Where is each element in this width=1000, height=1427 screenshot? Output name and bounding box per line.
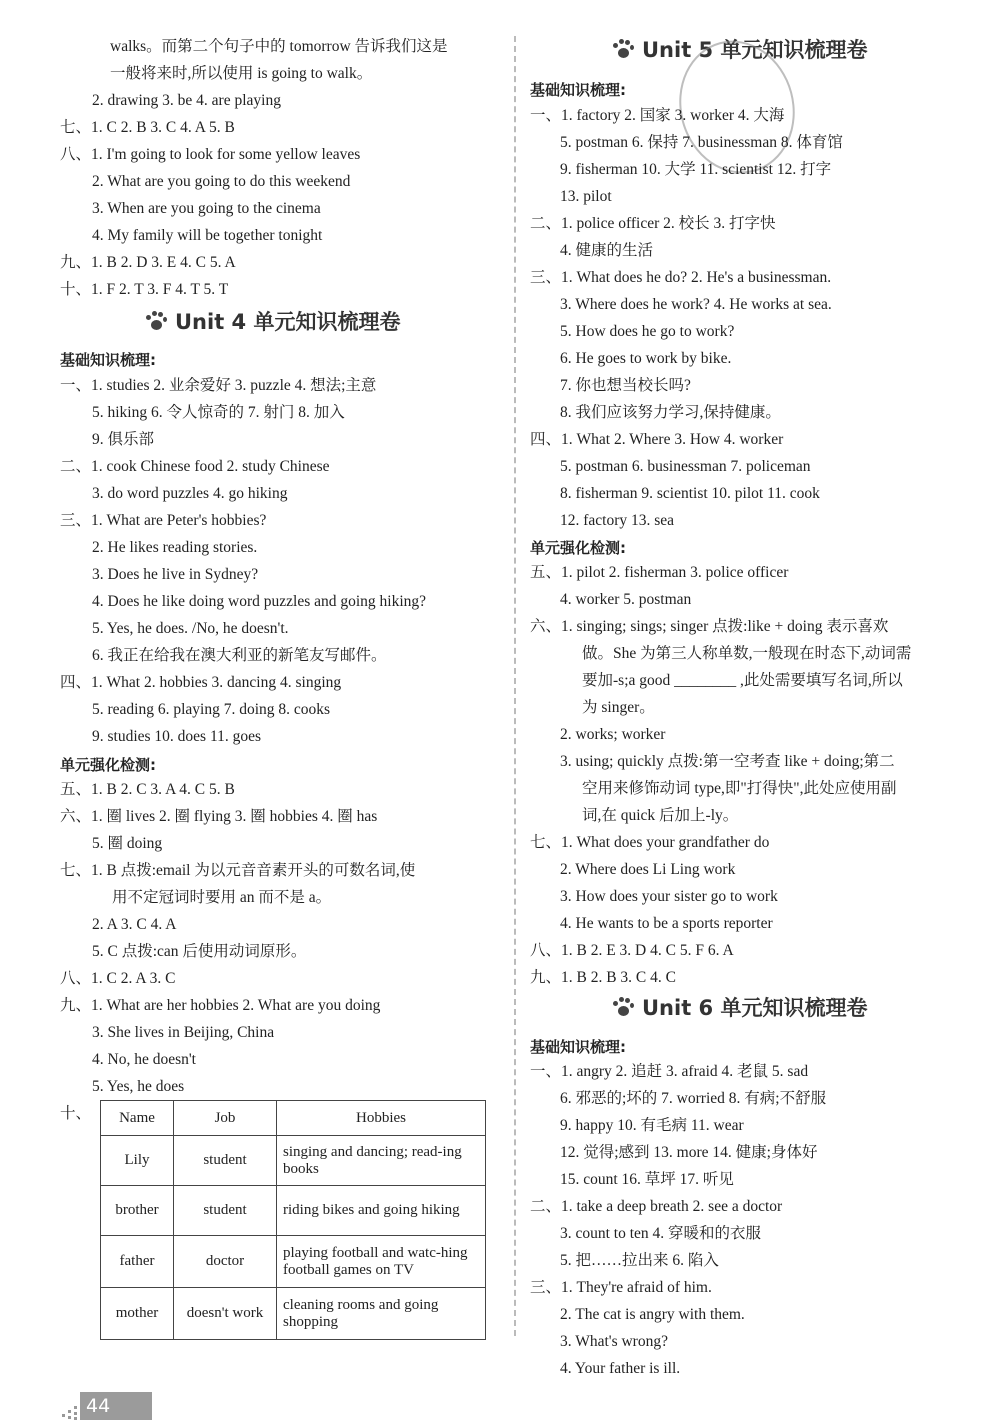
text-line: 15. count 16. 草坪 17. 听见 — [560, 1171, 734, 1188]
text-line: 5. Yes, he does — [92, 1078, 185, 1095]
text-line: 词,在 quick 后加上-ly。 — [582, 807, 739, 824]
paw-icon — [145, 311, 167, 331]
text-line: 5. postman 6. 保持 7. businessman 8. 体育馆 — [560, 134, 843, 151]
text-line: 4. My family will be together tonight — [92, 227, 323, 244]
text-line: 5. hiking 6. 令人惊奇的 7. 射门 8. 加入 — [92, 404, 345, 421]
text-line: 8. 我们应该努力学习,保持健康。 — [560, 404, 781, 421]
text-line: 六、1. 圈 lives 2. 圈 flying 3. 圈 hobbies 4. 圈 has — [60, 808, 378, 825]
text-line: 二、1. take a deep breath 2. see a doctor — [530, 1198, 783, 1215]
text-line: 八、1. I'm going to look for some yellow leaves — [60, 146, 361, 163]
section-heading: 单元强化检测: — [530, 539, 626, 557]
text-line: 12. 觉得;感到 13. more 14. 健康;身体好 — [560, 1144, 818, 1161]
text-line: 2. works; worker — [560, 726, 666, 743]
text-line: 9. fisherman 10. 大学 11. scientist 12. 打字 — [560, 161, 832, 178]
text-line: 四、1. What 2. hobbies 3. dancing 4. singing — [60, 674, 342, 691]
text-line: 3. Does he live in Sydney? — [92, 566, 259, 583]
text-line: 9. happy 10. 有毛病 11. wear — [560, 1117, 744, 1134]
text-line: 4. worker 5. postman — [560, 591, 692, 608]
page-number: 44 — [80, 1392, 152, 1420]
table-cell: student — [174, 1186, 277, 1236]
text-line: 一般将来时,所以使用 is going to walk。 — [110, 65, 373, 82]
table-cell: doesn't work — [174, 1288, 277, 1340]
table-cell: father — [101, 1236, 174, 1288]
unit5-title-text: Unit 5 单元知识梳理卷 — [642, 38, 868, 62]
section-heading: 单元强化检测: — [60, 756, 156, 774]
text-line: 五、1. B 2. C 3. A 4. C 5. B — [60, 781, 235, 798]
text-line: 2. A 3. C 4. A — [92, 916, 177, 933]
text-line: 3. When are you going to the cinema — [92, 200, 321, 217]
text-line: walks。而第二个句子中的 tomorrow 告诉我们这是 — [110, 38, 448, 55]
table-header: Hobbies — [277, 1101, 486, 1136]
text-line: 十、1. F 2. T 3. F 4. T 5. T — [60, 281, 229, 298]
text-line: 13. pilot — [560, 188, 612, 205]
unit4-title — [145, 306, 400, 336]
table-cell: playing football and watc-hing football games on TV — [277, 1236, 486, 1288]
table-cell: doctor — [174, 1236, 277, 1288]
text-line: 12. factory 13. sea — [560, 512, 675, 529]
text-line: 三、1. What does he do? 2. He's a businessman. — [530, 269, 832, 286]
text-line: 2. What are you going to do this weekend — [92, 173, 351, 190]
text-line: 3. She lives in Beijing, China — [92, 1024, 275, 1041]
text-line: 2. He likes reading stories. — [92, 539, 258, 556]
text-line: 三、1. What are Peter's hobbies? — [60, 512, 267, 529]
text-line: 3. do word puzzles 4. go hiking — [92, 485, 288, 502]
text-line: 九、1. B 2. D 3. E 4. C 5. A — [60, 254, 236, 271]
text-line: 做。She 为第三人称单数,一般现在时态下,动词需 — [582, 645, 912, 662]
table-cell: Lily — [101, 1136, 174, 1186]
text-line: 5. 圈 doing — [92, 835, 163, 852]
text-line: 5. How does he go to work? — [560, 323, 735, 340]
text-line: 八、1. C 2. A 3. C — [60, 970, 176, 987]
text-line: 9. studies 10. does 11. goes — [92, 728, 262, 745]
text-line: 4. No, he doesn't — [92, 1051, 196, 1068]
table-header: Job — [174, 1101, 277, 1136]
text-line: 为 singer。 — [582, 699, 655, 716]
text-line: 一、1. factory 2. 国家 3. worker 4. 大海 — [530, 107, 785, 124]
text-line: 3. How does your sister go to work — [560, 888, 778, 905]
text-line: 一、1. studies 2. 业余爱好 3. puzzle 4. 想法;主意 — [60, 377, 377, 394]
section-heading: 基础知识梳理: — [60, 351, 156, 369]
unit6-title-text: Unit 6 单元知识梳理卷 — [642, 996, 868, 1020]
text-line: 要加-s;a good ________ ,此处需要填写名词,所以 — [582, 672, 903, 689]
paw-icon — [612, 997, 634, 1017]
text-line: 3. What's wrong? — [560, 1333, 668, 1350]
text-line: 7. 你也想当校长吗? — [560, 377, 691, 394]
text-line: 六、1. singing; sings; singer 点拨:like + doing 表示喜欢 — [530, 618, 889, 635]
table-row — [101, 1288, 486, 1340]
text-line: 8. fisherman 9. scientist 10. pilot 11. cook — [560, 485, 820, 502]
text-line: 4. Your father is ill. — [560, 1360, 681, 1377]
text-line: 3. count to ten 4. 穿暖和的衣服 — [560, 1225, 762, 1242]
text-line: 二、1. cook Chinese food 2. study Chinese — [60, 458, 330, 475]
table-row — [101, 1186, 486, 1236]
text-line: 5. 把……拉出来 6. 陷入 — [560, 1252, 719, 1269]
text-line: 五、1. pilot 2. fisherman 3. police officer — [530, 564, 789, 581]
text-line: 九、1. B 2. B 3. C 4. C — [530, 969, 676, 986]
text-line: 三、1. They're afraid of him. — [530, 1279, 712, 1296]
table-cell: cleaning rooms and going shopping — [277, 1288, 486, 1340]
text-line: 七、1. B 点拨:email 为以元音音素开头的可数名词,使 — [60, 862, 416, 879]
section-heading: 基础知识梳理: — [530, 81, 626, 99]
section-marker: 十、 — [60, 1105, 92, 1122]
text-line: 6. He goes to work by bike. — [560, 350, 732, 367]
text-line: 3. using; quickly 点拨:第一空考查 like + doing;第二 — [560, 753, 895, 770]
text-line: 空用来修饰动词 type,即"打得快",此处应使用副 — [582, 780, 897, 797]
paw-icon — [612, 39, 634, 59]
table-header: Name — [101, 1101, 174, 1136]
text-line: 5. Yes, he does. /No, he doesn't. — [92, 620, 289, 637]
text-line: 2. drawing 3. be 4. are playing — [92, 92, 281, 109]
text-line: 2. The cat is angry with them. — [560, 1306, 745, 1323]
table-cell: student — [174, 1136, 277, 1186]
text-line: 3. Where does he work? 4. He works at sea. — [560, 296, 832, 313]
table-row — [101, 1236, 486, 1288]
text-line: 七、1. What does your grandfather do — [530, 834, 770, 851]
text-line: 4. 健康的生活 — [560, 242, 654, 259]
column-divider — [514, 36, 516, 1336]
text-line: 5. postman 6. businessman 7. policeman — [560, 458, 811, 475]
table-cell: mother — [101, 1288, 174, 1340]
text-line: 七、1. C 2. B 3. C 4. A 5. B — [60, 119, 235, 136]
text-line: 9. 俱乐部 — [92, 431, 155, 448]
text-line: 5. reading 6. playing 7. doing 8. cooks — [92, 701, 331, 718]
text-line: 九、1. What are her hobbies 2. What are you doing — [60, 997, 381, 1014]
table-cell: riding bikes and going hiking — [277, 1186, 486, 1236]
text-line: 4. He wants to be a sports reporter — [560, 915, 773, 932]
text-line: 5. C 点拨:can 后使用动词原形。 — [92, 943, 307, 960]
text-line: 2. Where does Li Ling work — [560, 861, 736, 878]
text-line: 4. Does he like doing word puzzles and going hiking? — [92, 593, 427, 610]
table-cell: singing and dancing; read-ing books — [277, 1136, 486, 1186]
text-line: 一、1. angry 2. 追赶 3. afraid 4. 老鼠 5. sad — [530, 1063, 809, 1080]
hobbies-table — [100, 1100, 486, 1340]
text-line: 二、1. police officer 2. 校长 3. 打字快 — [530, 215, 776, 232]
text-line: 用不定冠词时要用 an 而不是 a。 — [112, 889, 332, 906]
unit6-title — [612, 992, 867, 1022]
section-heading: 基础知识梳理: — [530, 1038, 626, 1056]
text-line: 6. 我正在给我在澳大利亚的新笔友写邮件。 — [92, 647, 387, 664]
unit4-title-text: Unit 4 单元知识梳理卷 — [175, 310, 401, 334]
table-cell: brother — [101, 1186, 174, 1236]
text-line: 6. 邪恶的;坏的 7. worried 8. 有病;不舒服 — [560, 1090, 827, 1107]
text-line: 八、1. B 2. E 3. D 4. C 5. F 6. A — [530, 942, 734, 959]
text-line: 四、1. What 2. Where 3. How 4. worker — [530, 431, 784, 448]
table-row — [101, 1136, 486, 1186]
